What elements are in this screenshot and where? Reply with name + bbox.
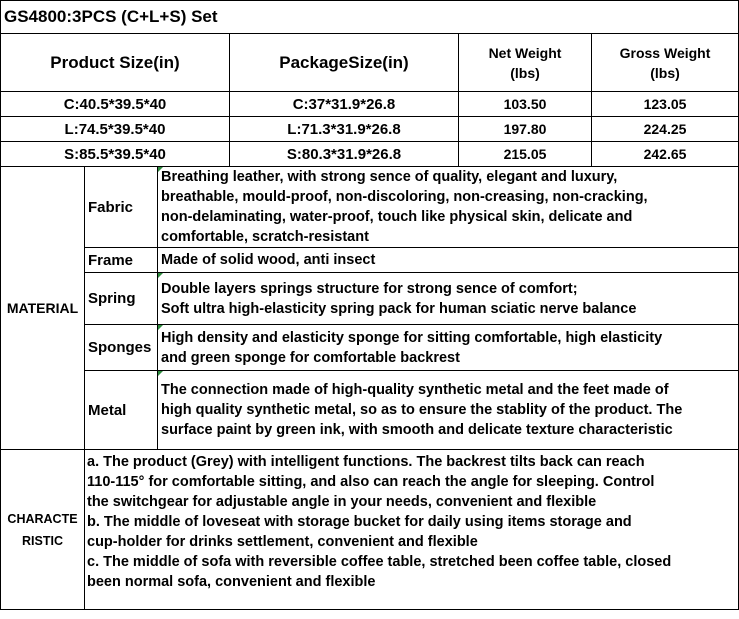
desc-line: Made of solid wood, anti insect xyxy=(161,252,376,268)
product-size-cell: C:40.5*39.5*40 xyxy=(1,92,230,117)
characteristic-desc xyxy=(85,450,739,610)
header-gross-weight xyxy=(592,34,739,92)
desc-line: the switchgear for adjustable angle in your needs, convenient and flexible xyxy=(87,494,597,510)
material-label: MATERIAL xyxy=(1,167,85,450)
header-gross-weight-line2: (lbs) xyxy=(650,64,680,81)
net-weight-cell: 215.05 xyxy=(459,142,592,167)
material-name-sponges: Sponges xyxy=(85,325,158,371)
material-name-fabric: Fabric xyxy=(85,167,158,248)
desc-line: cup-holder for drinks settlement, convenient and flexible xyxy=(87,534,478,550)
desc-line: c. The middle of sofa with reversible coffee table, stretched been coffee table, closed xyxy=(87,554,672,570)
desc-line: The connection made of high-quality synthetic metal and the feet made of xyxy=(161,382,669,398)
desc-line: surface paint by green ink, with smooth and delicate texture characteristic xyxy=(161,422,673,438)
material-desc-sponges xyxy=(158,325,739,371)
material-name-metal: Metal xyxy=(85,371,158,450)
desc-line: and green sponge for comfortable backrest xyxy=(161,349,460,366)
gross-weight-cell: 123.05 xyxy=(592,92,739,117)
desc-line: Double layers springs structure for strong sence of comfort; xyxy=(161,280,578,297)
desc-line: high quality synthetic metal, so as to ensure the stablity of the product. The xyxy=(161,402,683,418)
cell-marker-icon xyxy=(158,325,163,330)
package-size-cell: S:80.3*31.9*26.8 xyxy=(230,142,459,167)
desc-line: been normal sofa, convenient and flexible xyxy=(87,574,376,590)
desc-line: a. The product (Grey) with intelligent functions. The backrest tilts back can reach xyxy=(87,454,645,470)
material-desc-metal xyxy=(158,371,739,450)
desc-line: non-delaminating, water-proof, touch like physical skin, delicate and xyxy=(161,209,633,225)
cell-marker-icon xyxy=(158,371,163,376)
desc-line: 110-115° for comfortable sitting, and also can reach the angle for sleeping. Control xyxy=(87,474,655,490)
gross-weight-cell: 242.65 xyxy=(592,142,739,167)
sheet-title: GS4800:3PCS (C+L+S) Set xyxy=(1,1,739,34)
desc-line: Soft ultra high-elasticity spring pack for human sciatic nerve balance xyxy=(161,300,637,317)
header-net-weight-line1: Net Weight xyxy=(488,44,562,61)
material-desc-frame xyxy=(158,248,739,273)
material-name-spring: Spring xyxy=(85,273,158,325)
net-weight-cell: 103.50 xyxy=(459,92,592,117)
header-product-size: Product Size(in) xyxy=(1,34,230,92)
package-size-cell: C:37*31.9*26.8 xyxy=(230,92,459,117)
desc-line: Breathing leather, with strong sence of quality, elegant and luxury, xyxy=(161,169,618,185)
cell-marker-icon xyxy=(158,273,163,278)
characteristic-label-line2: RISTIC xyxy=(22,533,63,548)
cell-marker-icon xyxy=(158,167,163,172)
table-row xyxy=(1,92,739,117)
header-net-weight-line2: (lbs) xyxy=(510,64,540,81)
product-size-cell: L:74.5*39.5*40 xyxy=(1,117,230,142)
net-weight-cell: 197.80 xyxy=(459,117,592,142)
material-name-frame: Frame xyxy=(85,248,158,273)
table-row xyxy=(1,117,739,142)
product-size-cell: S:85.5*39.5*40 xyxy=(1,142,230,167)
desc-line: breathable, mould-proof, non-discoloring, non-creasing, non-cracking, xyxy=(161,189,648,205)
gross-weight-cell: 224.25 xyxy=(592,117,739,142)
header-net-weight xyxy=(459,34,592,92)
header-gross-weight-line1: Gross Weight xyxy=(619,44,711,61)
desc-line: High density and elasticity sponge for sitting comfortable, high elasticity xyxy=(161,329,663,346)
table-row xyxy=(1,142,739,167)
desc-line: b. The middle of loveseat with storage bucket for daily using items storage and xyxy=(87,514,632,530)
material-desc-fabric xyxy=(158,167,739,248)
material-desc-spring xyxy=(158,273,739,325)
characteristic-label xyxy=(1,450,85,610)
package-size-cell: L:71.3*31.9*26.8 xyxy=(230,117,459,142)
characteristic-label-line1: CHARACTE xyxy=(7,511,78,526)
header-package-size: PackageSize(in) xyxy=(230,34,459,92)
desc-line: comfortable, scratch-resistant xyxy=(161,229,369,245)
